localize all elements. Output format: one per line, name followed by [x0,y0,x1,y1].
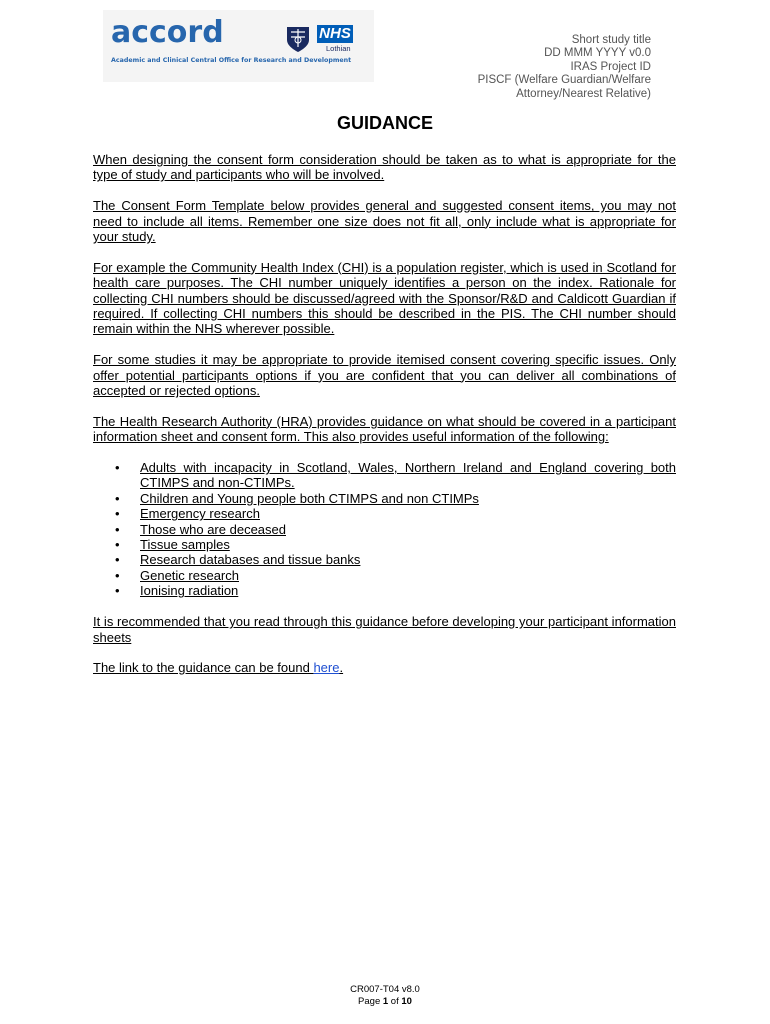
list-item [93,491,676,506]
footer-doc-code: CR007-T04 v8.0 [350,984,420,995]
bullet-icon: • [115,490,120,506]
list-item-text: Emergency research [140,506,260,522]
bullet-icon: • [115,537,120,553]
page-footer [0,984,770,1008]
bullet-icon: • [115,583,120,599]
bullet-icon: • [115,460,120,476]
list-item-text: Children and Young people both CTIMPS and non CTIMPs [140,490,479,506]
header-logos [103,10,374,82]
list-item [93,506,676,521]
paragraph: When designing the consent form consideration should be taken as to what is appropriate for the type of study and participants who will be involved. [93,152,676,183]
list-item-text: Those who are deceased [140,521,286,537]
list-item-text: Ionising radiation [140,583,239,599]
accord-subtitle: Academic and Clinical Central Office for Research and Development [111,57,352,64]
bullet-icon: • [115,567,120,583]
current-page: 1 [382,996,389,1007]
guidance-body [93,152,676,691]
link-paragraph [93,660,676,675]
list-item [93,568,676,583]
nhs-region: Lothian [326,44,351,53]
header-study-title: Short study title [571,34,651,46]
list-item-text: Research databases and tissue banks [140,552,361,568]
bullet-icon: • [115,521,120,537]
list-item-text: Tissue samples [140,537,230,553]
topic-list [93,460,676,599]
list-item-text: Adults with incapacity in Scotland, Wales, Northern Ireland and England covering both CTIMPS and non-CTIMPs. [140,460,676,491]
list-item [93,583,676,598]
header-form-type-line1: PISCF (Welfare Guardian/Welfare [477,74,651,87]
page-number [0,996,770,1008]
accord-logo: accord [111,15,224,50]
total-pages: 10 [401,996,412,1007]
paragraph: The Consent Form Template below provides general and suggested consent items, you may not need to include all items. Remember one size does not fit all, only include what is appropriate for your study. [93,198,676,245]
recommendation-paragraph: It is recommended that you read through this guidance before developing your participant information sheets [93,614,676,645]
nhs-logo: NHS [317,25,353,43]
bullet-icon: • [115,506,120,522]
list-item [93,552,676,567]
list-item [93,460,676,491]
list-item-text: Genetic research [140,567,239,583]
header-date-version: DD MMM YYYY v0.0 [544,47,651,60]
bullet-icon: • [115,552,120,568]
page-of-label: of [388,996,402,1007]
paragraph: The Health Research Authority (HRA) provides guidance on what should be covered in a participant information sheet and consent form. This also provides useful information of the following: [93,413,676,445]
link-suffix: . [339,660,344,676]
page-title: GUIDANCE [336,113,433,133]
page-label: Page [358,996,383,1007]
list-item [93,522,676,537]
university-crest-icon [285,25,311,53]
header-form-type-line2: Attorney/Nearest Relative) [516,87,651,100]
list-item [93,537,676,552]
link-prefix: The link to the guidance can be found [93,660,314,676]
paragraph: For example the Community Health Index (CHI) is a population register, which is used in Scotland for health care purposes. The CHI number uniquely identifies a person on the index. Rationale for collecting CHI numbers should be discussed/agreed with the Sponsor/R&D and Caldicott Guardian if required. If collecting CHI numbers this should be described in the PIS. The CHI number should remain within the NHS wherever possible. [93,259,676,337]
document-header [391,34,651,101]
guidance-link[interactable]: here [313,660,340,676]
paragraph: For some studies it may be appropriate to provide itemised consent covering specific issues. Only offer potential participants options if you are confident that you can deliver all combinations of accepted or rejected options. [93,352,676,399]
header-iras-id: IRAS Project ID [570,60,651,73]
